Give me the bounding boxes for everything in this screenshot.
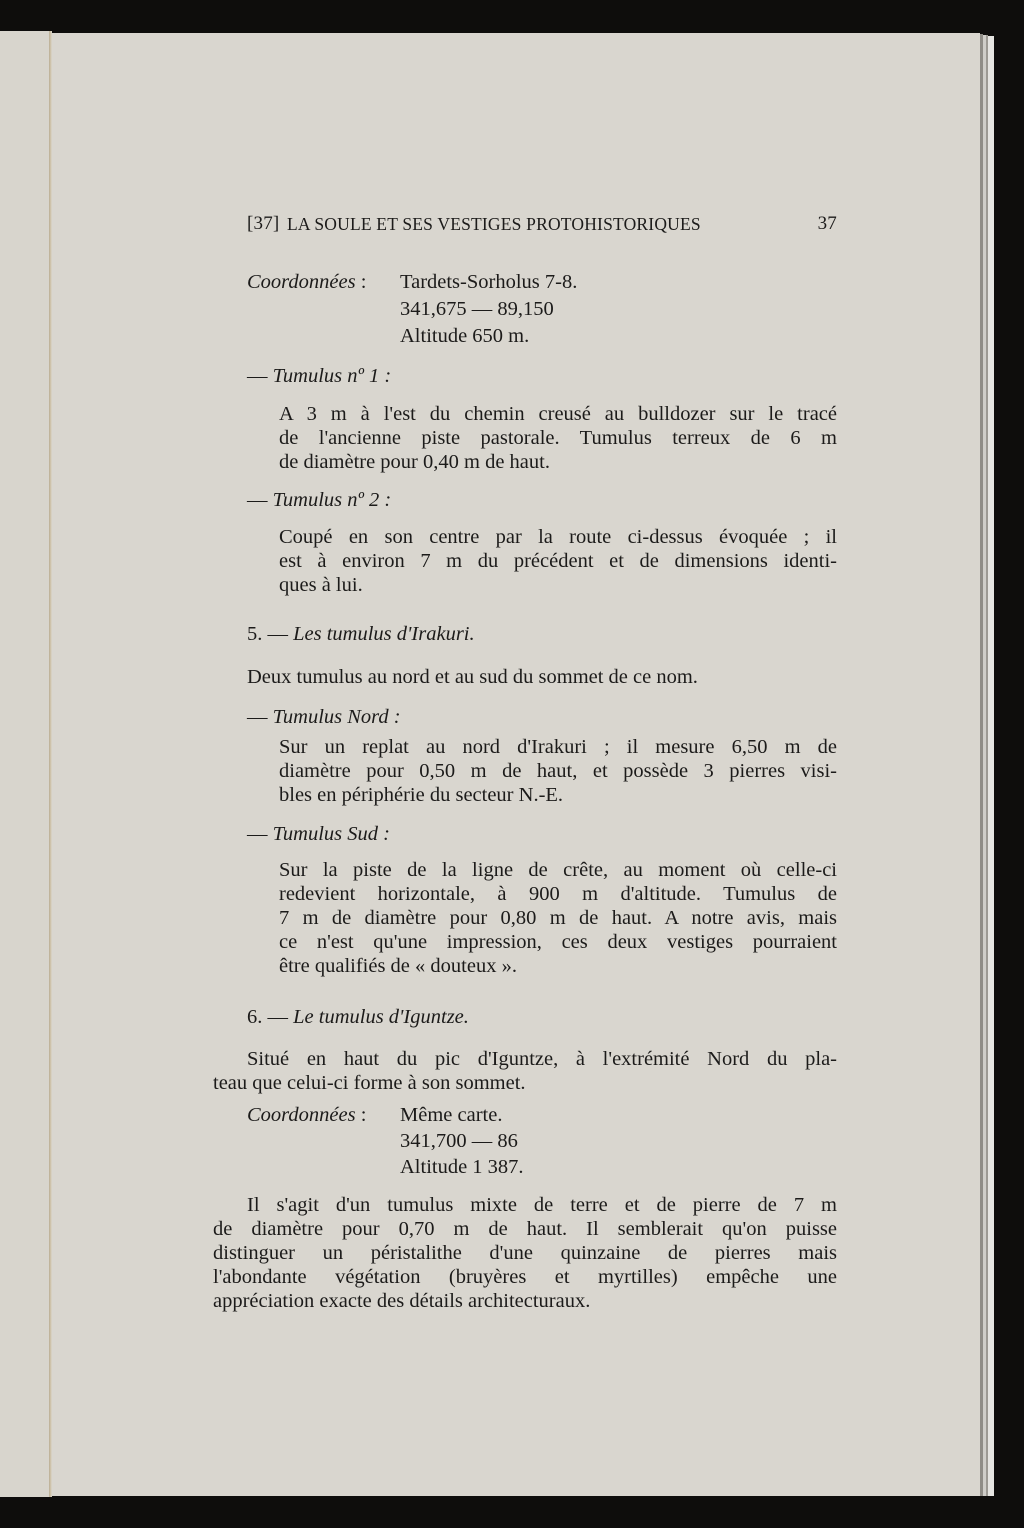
section-reference: [37] [247, 213, 280, 234]
section-title: Le tumulus d'Iguntze. [293, 1006, 469, 1028]
running-title: LA SOULE ET SES VESTIGES PROTOHISTORIQUES [287, 214, 701, 234]
separator: : [355, 1104, 367, 1126]
page-stack-edge [988, 36, 994, 1496]
paragraph-line: Coupé en son centre par la route ci-dessus évoquée ; il [279, 526, 837, 548]
subheading-tumulus-2 [247, 488, 391, 512]
paragraph-line: de l'ancienne piste pastorale. Tumulus terreux de 6 m [279, 427, 837, 449]
paragraph-line: de diamètre pour 0,40 m de haut. [279, 451, 550, 473]
paragraph-line: bles en périphérie du secteur N.-E. [279, 784, 564, 806]
coordinates-label: Coordonnées [247, 1104, 356, 1126]
paragraph-line: 7 m de diamètre pour 0,80 m de haut. A notre avis, mais [279, 907, 837, 929]
dash: — [247, 489, 273, 511]
separator: : [355, 271, 367, 293]
paragraph-line: l'abondante végétation (bruyères et myrtilles) empêche une [213, 1266, 837, 1288]
coordinates-label: Coordonnées [247, 271, 356, 293]
section-heading-6 [247, 1005, 469, 1029]
dash: — [247, 706, 273, 728]
paragraph-line: teau que celui-ci forme à son sommet. [213, 1072, 526, 1094]
section-title: Les tumulus d'Irakuri. [293, 623, 475, 645]
section-heading-5 [247, 622, 475, 646]
subheading-tumulus-nord [247, 705, 401, 729]
dash: — [247, 365, 273, 387]
coordinates-value: Tardets-Sorholus 7-8. [400, 271, 578, 293]
coordinates-value: 341,700 — 86 [400, 1130, 518, 1152]
subheading-tumulus-sud [247, 822, 390, 846]
paragraph-line: ce n'est qu'une impression, ces deux vestiges pourraient [279, 931, 837, 953]
paragraph-line: de diamètre pour 0,70 m de haut. Il semblerait qu'on puisse [213, 1218, 837, 1240]
paragraph-line: distinguer un péristalithe d'une quinzaine de pierres mais [213, 1242, 837, 1264]
subheading-text: Tumulus nº 2 : [272, 489, 392, 511]
subheading-text: Tumulus Sud : [272, 823, 390, 845]
paragraph-line: Sur un replat au nord d'Irakuri ; il mesure 6,50 m de [279, 736, 837, 758]
paragraph-line: est à environ 7 m du précédent et de dimensions identi- [279, 550, 837, 572]
section-number: 5. — [247, 623, 294, 645]
dash: — [247, 823, 273, 845]
page-number: 37 [817, 213, 837, 234]
paragraph-line: A 3 m à l'est du chemin creusé au bulldozer sur le tracé [279, 403, 837, 425]
paragraph-line: Situé en haut du pic d'Iguntze, à l'extrémité Nord du pla- [247, 1048, 837, 1070]
coordinates-row [247, 270, 366, 294]
paragraph-line: Sur la piste de la ligne de crête, au moment où celle-ci [279, 859, 837, 881]
paragraph-line: redevient horizontale, à 900 m d'altitude. Tumulus de [279, 883, 837, 905]
section-number: 6. — [247, 1006, 294, 1028]
paragraph-line: ques à lui. [279, 574, 363, 596]
subheading-text: Tumulus Nord : [272, 706, 401, 728]
facing-page-edge [0, 31, 50, 1497]
coordinates-value: Altitude 650 m. [400, 325, 530, 347]
paragraph-line: Il s'agit d'un tumulus mixte de terre et de pierre de 7 m [247, 1194, 837, 1216]
coordinates-value: Altitude 1 387. [400, 1156, 524, 1178]
subheading-tumulus-1 [247, 364, 391, 388]
coordinates-row [247, 1103, 366, 1127]
coordinates-value: Même carte. [400, 1104, 503, 1126]
paragraph-line: appréciation exacte des détails architecturaux. [213, 1290, 591, 1312]
paragraph-line: être qualifiés de « douteux ». [279, 955, 517, 977]
paragraph-line: Deux tumulus au nord et au sud du sommet de ce nom. [247, 666, 698, 688]
paragraph-line: diamètre pour 0,50 m de haut, et possède 3 pierres visi- [279, 760, 837, 782]
subheading-text: Tumulus nº 1 : [272, 365, 392, 387]
running-head [247, 213, 837, 239]
coordinates-value: 341,675 — 89,150 [400, 298, 554, 320]
